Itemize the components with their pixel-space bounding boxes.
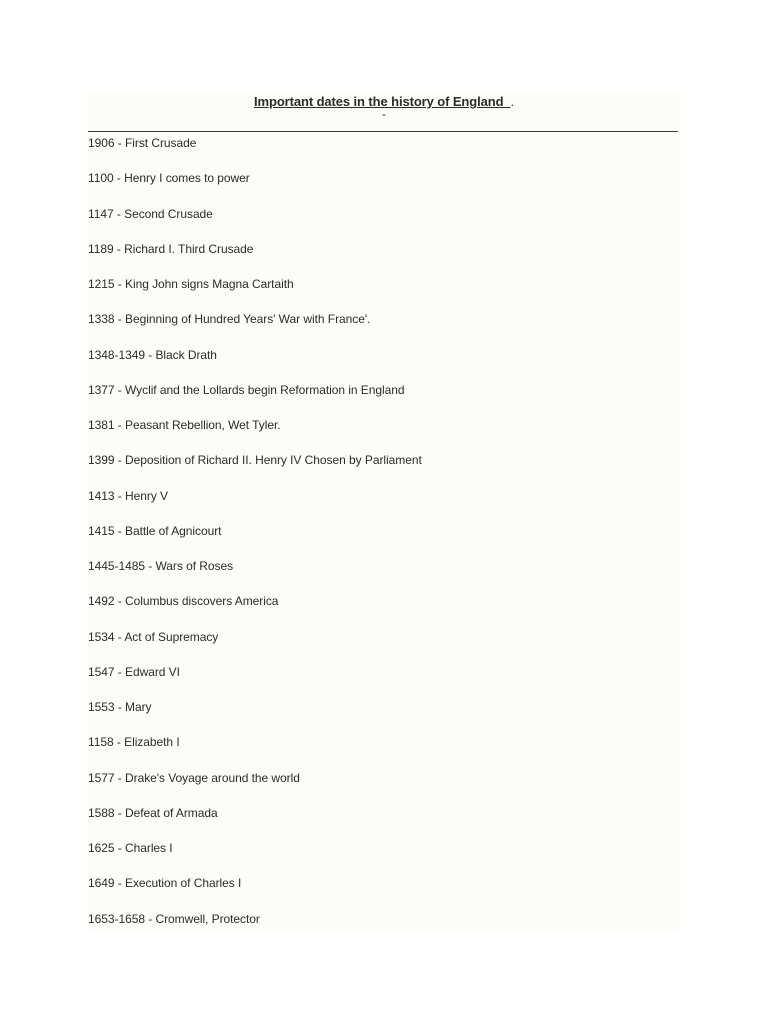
timeline-entry: 1158 - Elizabeth I <box>88 735 180 750</box>
title-divider <box>88 131 678 132</box>
timeline-entry: 1547 - Edward VI <box>88 664 180 679</box>
timeline-entry: 1906 - First Crusade <box>88 136 197 150</box>
timeline-entry: 1649 - Execution of Charles I <box>88 876 242 891</box>
timeline-entry: 1534 - Act of Supremacy <box>88 629 219 644</box>
timeline-entry: 1415 - Battle of Agnicourt <box>88 523 222 538</box>
timeline-entry: 1413 - Henry V <box>88 488 169 503</box>
document-title-tail: . <box>510 94 514 109</box>
timeline-entry: 1189 - Richard I. Third Crusade <box>88 241 254 256</box>
timeline-entry: 1100 - Henry I comes to power <box>88 171 250 186</box>
timeline-entry: 1492 - Columbus discovers America <box>88 594 279 609</box>
timeline-entry: 1653-1658 - Cromwell, Protector <box>88 911 260 926</box>
timeline-entry: 1147 - Second Crusade <box>88 206 213 221</box>
document-title-text: Important dates in the history of England <box>254 94 504 109</box>
timeline-entry: 1215 - King John signs Magna Cartaith <box>88 277 294 291</box>
timeline-entry: 1553 - Mary <box>88 700 152 714</box>
timeline-entry: 1577 - Drake's Voyage around the world <box>88 770 300 785</box>
timeline-list <box>88 134 422 945</box>
timeline-entry: 1399 - Deposition of Richard II. Henry IV Chosen by Parliament <box>88 453 422 468</box>
document-title-subline: - <box>382 107 386 121</box>
timeline-entry: 1377 - Wyclif and the Lollards begin Reformation in England <box>88 382 405 397</box>
timeline-entry: 1588 - Defeat of Armada <box>88 805 218 820</box>
timeline-entry: 1338 - Beginning of Hundred Years' War with France'. <box>88 312 371 327</box>
timeline-entry: 1381 - Peasant Rebellion, Wet Tyler. <box>88 418 281 432</box>
document-page <box>88 92 680 930</box>
timeline-entry: 1348-1349 - Black Drath <box>88 347 217 362</box>
timeline-entry: 1445-1485 - Wars of Roses <box>88 559 234 573</box>
timeline-entry: 1625 - Charles I <box>88 841 173 855</box>
